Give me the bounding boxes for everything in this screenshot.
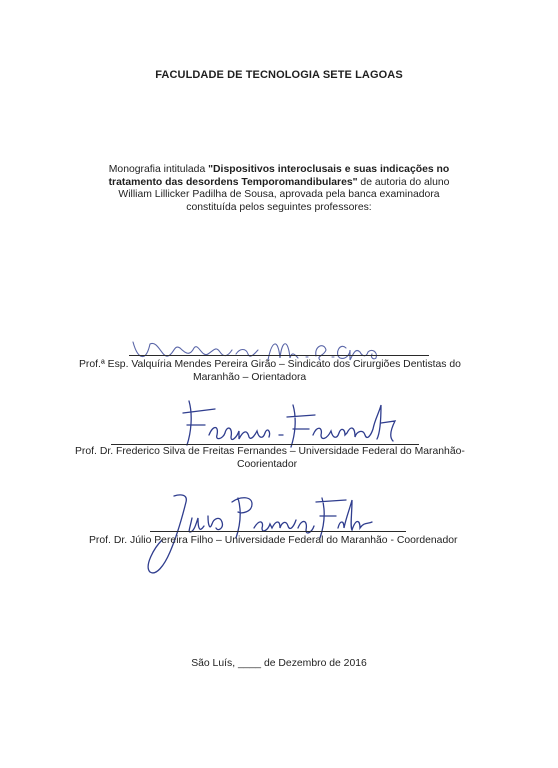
signatory-3	[89, 535, 509, 548]
signatory-2	[75, 446, 525, 471]
signatory-1-line1: Prof.ª Esp. Valquíria Mendes Pereira Girão – Sindicato dos Cirurgiões Dentistas do	[79, 359, 461, 370]
signatory-2-line1: Prof. Dr. Frederico Silva de Freitas Fernandes – Universidade Federal do Maranhão-	[75, 446, 465, 457]
place-and-date: São Luís, ____ de Dezembro de 2016	[191, 658, 367, 669]
institution-title: FACULDADE DE TECNOLOGIA SETE LAGOAS	[155, 69, 403, 81]
signatory-1	[79, 359, 519, 384]
signatory-1-line2: Maranhão – Orientadora	[193, 371, 307, 383]
signatory-3-line1: Prof. Dr. Júlio Pereira Filho – Universidade Federal do Maranhão - Coordenador	[89, 535, 458, 546]
approval-statement	[96, 164, 462, 214]
monograph-title: "Dispositivos interoclusais e suas indicações no tratamento das desordens Temporomandibulares"	[108, 164, 450, 188]
statement-prefix: Monografia intitulada	[108, 164, 209, 175]
statement-suffix: de autoria do aluno William Lillicker Padilha de Sousa, aprovada pela banca examinadora constituída pelos seguintes professores:	[118, 176, 450, 213]
signature-line-2	[111, 444, 419, 445]
signature-julio	[140, 488, 380, 580]
signatory-2-line2: Coorientador	[237, 458, 298, 470]
signature-line-3	[150, 531, 406, 532]
signature-line-1	[129, 355, 429, 356]
